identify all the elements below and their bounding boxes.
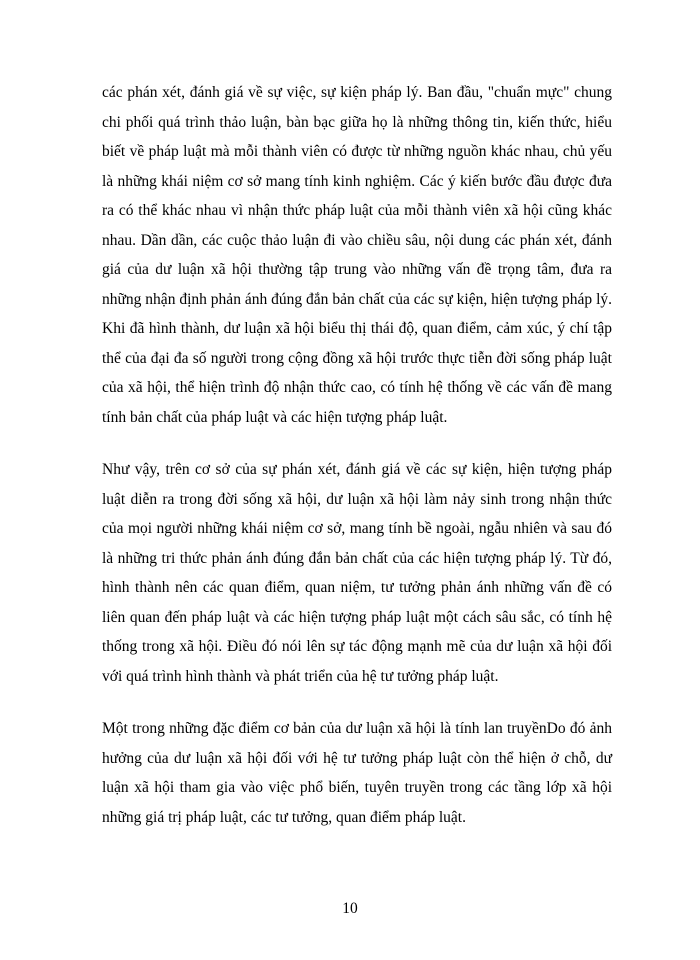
paragraph-3: Một trong những đặc điểm cơ bản của dư luận xã hội là tính lan truyềnDo đó ảnh hưởng của dư luận xã hội đối với hệ tư tưởng pháp luật còn thể hiện ở chỗ, dư luận xã hội tham gia vào việc phổ biến, tuyên truyền trong các tầng lớp xã hội những giá trị pháp luật, các tư tưởng, quan điểm pháp luật. — [102, 720, 612, 826]
paragraph-1: các phán xét, đánh giá về sự việc, sự kiện pháp lý. Ban đầu, "chuẩn mực" chung chi phối quá trình thảo luận, bàn bạc giữa họ là những thông tin, kiến thức, hiểu biết về pháp luật mà mỗi thành viên có được từ những nguồn khác nhau, chủ yếu là những khái niệm cơ sở mang tính kinh nghiệm. Các ý kiến bước đầu được đưa ra có thể khác nhau vì nhận thức pháp luật của mỗi thành viên xã hội cũng khác nhau. Dần dần, các cuộc thảo luận đi vào chiều sâu, nội dung các phán xét, đánh giá của dư luận xã hội thường tập trung vào những vấn đề trọng tâm, đưa ra những nhận định phản ánh đúng đắn bản chất của các sự kiện, hiện tượng pháp lý. Khi đã hình thành, dư luận xã hội biểu thị thái độ, quan điểm, cảm xúc, ý chí tập thể của đại đa số người trong cộng đồng xã hội trước thực tiễn đời sống pháp luật của xã hội, thể hiện trình độ nhận thức cao, có tính hệ thống về các vấn đề mang tính bản chất của pháp luật và các hiện tượng pháp luật. — [102, 84, 612, 426]
page-number: 10 — [342, 900, 358, 917]
document-body — [102, 78, 612, 832]
paragraph-2: Như vậy, trên cơ sở của sự phán xét, đánh giá về các sự kiện, hiện tượng pháp luật diễn ra trong đời sống xã hội, dư luận xã hội làm nảy sinh trong nhận thức của mọi người những khái niệm cơ sở, mang tính bề ngoài, ngẫu nhiên và sau đó là những tri thức phản ánh đúng đắn bản chất của các hiện tượng pháp lý. Từ đó, hình thành nên các quan điểm, quan niệm, tư tưởng phản ánh những vấn đề có liên quan đến pháp luật và các hiện tượng pháp luật một cách sâu sắc, có tính hệ thống trong xã hội. Điều đó nói lên sự tác động mạnh mẽ của dư luận xã hội đối với quá trình hình thành và phát triển của hệ tư tưởng pháp luật. — [102, 461, 612, 685]
